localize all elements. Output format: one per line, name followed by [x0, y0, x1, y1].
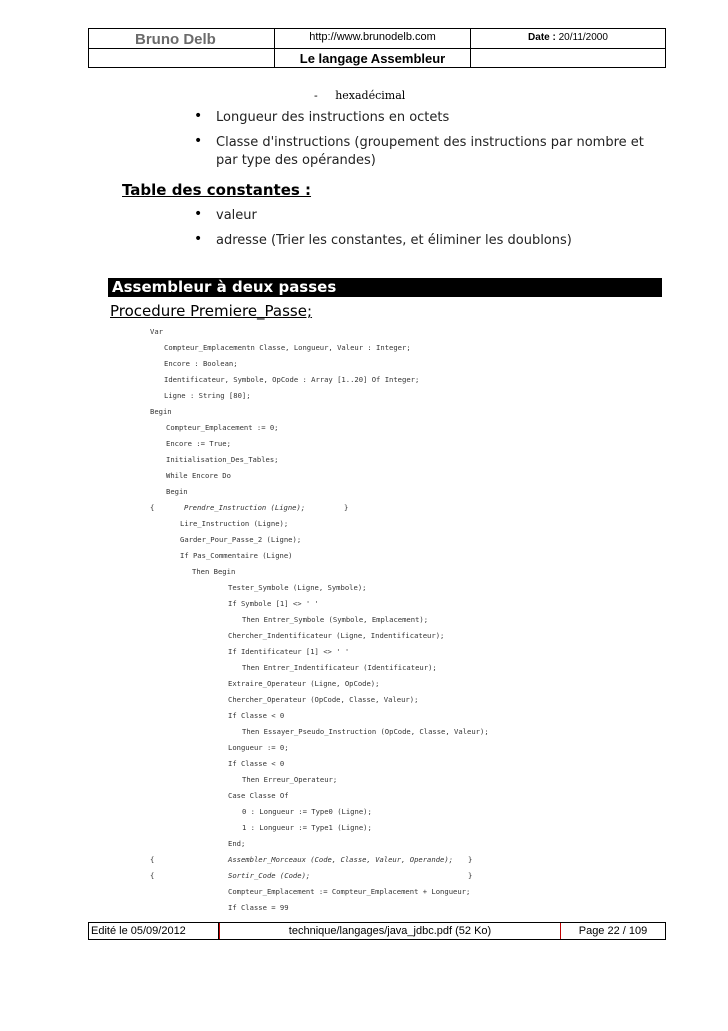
code-line: If Classe < 0 — [228, 759, 285, 768]
code-comment-open: { — [150, 503, 155, 512]
code-line: 0 : Longueur := Type0 (Ligne); — [242, 807, 372, 816]
code-line: Chercher_Operateur (OpCode, Classe, Valeur); — [228, 695, 419, 704]
code-line: Lire_Instruction (Ligne); — [180, 519, 289, 528]
code-comment-open: { — [150, 855, 155, 864]
footer-page-number: Page 22 / 109 — [578, 925, 648, 937]
bullet-icon: • — [194, 206, 203, 222]
bullet-adresse: adresse (Trier les constantes, et éliminer les doublons) — [216, 233, 572, 248]
code-line: Begin — [150, 407, 172, 416]
dash-item-hexadecimal: - hexadécimal — [314, 89, 406, 102]
code-line: Extraire_Operateur (Ligne, OpCode); — [228, 679, 380, 688]
date-label: Date : — [528, 32, 556, 43]
footer-file-path[interactable]: technique/langages/java_jdbc.pdf (52 Ko) — [219, 923, 561, 939]
code-line: Tester_Symbole (Ligne, Symbole); — [228, 583, 367, 592]
code-line — [184, 503, 305, 512]
code-line: Then Erreur_Operateur; — [242, 775, 338, 784]
footer-edited-date: Edité le 05/09/2012 — [89, 923, 219, 939]
code-comment-close: } — [468, 871, 473, 880]
code-line: 1 : Longueur := Type1 (Ligne); — [242, 823, 372, 832]
code-line: Ligne : String [80]; — [164, 391, 251, 400]
procedure-title: Procedure Premiere_Passe; — [110, 302, 313, 320]
code-line-italic: Assembler_Morceaux (Code, Classe, Valeur, Operande); — [228, 855, 454, 864]
code-line: Encore : Boolean; — [164, 359, 238, 368]
code-line: Begin — [166, 487, 188, 496]
code-line: Encore := True; — [166, 439, 231, 448]
bullet-classe: Classe d'instructions (groupement des instructions par nombre et — [216, 135, 644, 150]
code-comment-close: } — [468, 855, 473, 864]
code-line: Then Essayer_Pseudo_Instruction (OpCode, Classe, Valeur); — [242, 727, 489, 736]
code-line-italic: Sortir_Code (Code); — [228, 871, 311, 880]
header-url[interactable]: http://www.brunodelb.com — [309, 31, 436, 43]
code-line: If Identificateur [1] <> ' ' — [228, 647, 350, 656]
header-author-cell — [89, 29, 275, 67]
code-line — [228, 855, 453, 864]
section-bar — [108, 278, 662, 297]
bullet-icon: • — [194, 133, 203, 149]
code-line: Compteur_Emplacement := 0; — [166, 423, 279, 432]
code-line: Garder_Pour_Passe_2 (Ligne); — [180, 535, 302, 544]
code-line: Then Entrer_Symbole (Symbole, Emplacement); — [242, 615, 429, 624]
code-line: Then Entrer_Indentificateur (Identificateur); — [242, 663, 437, 672]
code-line: Initialisation_Des_Tables; — [166, 455, 279, 464]
code-line-italic: Prendre_Instruction (Ligne); — [184, 503, 306, 512]
bullet-icon: • — [194, 108, 203, 124]
code-line: If Symbole [1] <> ' ' — [228, 599, 319, 608]
code-line: If Classe = 99 — [228, 903, 289, 912]
code-line: Identificateur, Symbole, OpCode : Array [1..20] Of Integer; — [164, 375, 420, 384]
header-date — [471, 32, 665, 43]
code-line: Compteur_Emplacementn Classe, Longueur, Valeur : Integer; — [164, 343, 411, 352]
code-line: Case Classe Of — [228, 791, 289, 800]
code-line: Var — [150, 327, 163, 336]
code-comment-open: { — [150, 871, 155, 880]
bullet-icon: • — [194, 231, 203, 247]
date-value: 20/11/2000 — [558, 32, 608, 43]
code-line: Then Begin — [192, 567, 236, 576]
bullet-classe-cont: par type des opérandes) — [216, 153, 376, 168]
constants-title: Table des constantes : — [122, 181, 312, 199]
bullet-longueur: Longueur des instructions en octets — [216, 110, 450, 125]
document-title: Le langage Assembleur — [299, 51, 446, 66]
section-bar-title: Assembleur à deux passes — [112, 278, 337, 296]
code-line: If Classe < 0 — [228, 711, 285, 720]
code-line: Chercher_Indentificateur (Ligne, Indentificateur); — [228, 631, 445, 640]
code-line: While Encore Do — [166, 471, 231, 480]
code-line — [228, 871, 310, 880]
code-line: If Pas_Commentaire (Ligne) — [180, 551, 293, 560]
code-comment-close: } — [344, 503, 349, 512]
page-header — [88, 28, 666, 68]
author-name: Bruno Delb — [135, 31, 216, 48]
code-line: Compteur_Emplacement := Compteur_Emplacement + Longueur; — [228, 887, 471, 896]
page-footer — [88, 922, 666, 940]
header-date-cell — [471, 29, 665, 67]
bullet-valeur: valeur — [216, 208, 257, 223]
header-center-cell — [275, 29, 471, 67]
code-line: End; — [228, 839, 246, 848]
code-line: Longueur := 0; — [228, 743, 289, 752]
